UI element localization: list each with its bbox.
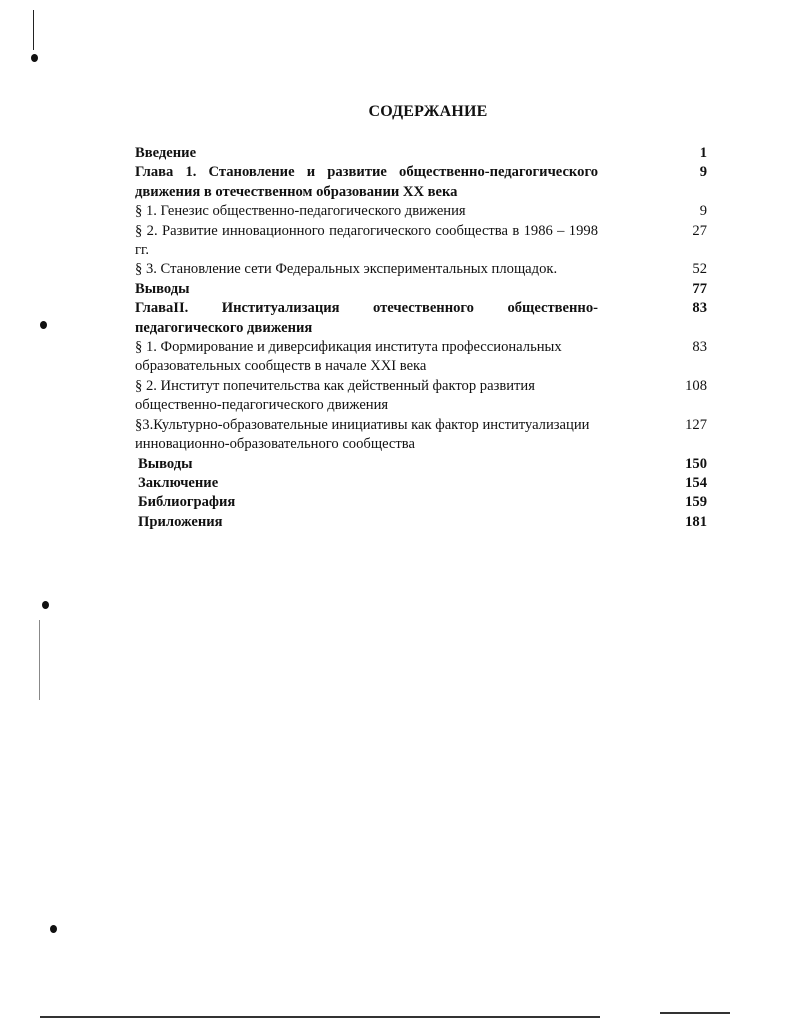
scan-bottom-line-right — [660, 1012, 730, 1014]
toc-entry-title: §3.Культурно-образовательные инициативы как фактор институализации инновационно-образовательного сообщества — [135, 416, 590, 453]
scan-edge-line-left — [33, 10, 34, 50]
toc-entry-title: Библиография — [138, 494, 236, 511]
binder-hole-mark — [40, 321, 47, 329]
toc-entry[interactable] — [135, 338, 707, 377]
toc-entry-title: § 2. Развитие инновационного педагогического сообщества в 1986 – 1998 гг. — [135, 222, 598, 259]
toc-entry-page: 52 — [692, 261, 707, 278]
toc-entry[interactable] — [135, 455, 707, 474]
page-title: СОДЕРЖАНИЕ — [368, 103, 488, 120]
toc-entry[interactable] — [135, 144, 707, 163]
toc-entry[interactable] — [135, 299, 707, 338]
toc-entry-title: § 1. Формирование и диверсификация института профессиональных образовательных сообществ в начале XXI века — [135, 339, 562, 375]
toc-entry-title: Выводы — [135, 280, 190, 297]
scan-bottom-line — [40, 1016, 600, 1018]
toc-entry-title: § 2. Институт попечительства как действенный фактор развития общественно-педагогического движения — [135, 377, 535, 414]
toc-entry-page: 181 — [685, 513, 707, 530]
binder-hole-mark — [31, 54, 38, 62]
toc-entry[interactable] — [135, 416, 707, 455]
toc-entry-title: Введение — [135, 145, 197, 161]
toc-entry-title: ГлаваII. Институализация отечественного общественно-педагогического движения — [135, 300, 598, 336]
toc-entry-page: 150 — [685, 455, 707, 472]
toc-entry[interactable] — [135, 260, 707, 279]
toc-entry[interactable] — [135, 202, 707, 221]
toc-entry-title: Заключение — [138, 474, 219, 491]
toc-entry-page: 27 — [692, 222, 707, 239]
toc-entry[interactable] — [135, 377, 707, 416]
toc-entry-page: 159 — [685, 494, 707, 511]
toc-entry[interactable] — [135, 513, 707, 532]
toc-entry-page: 154 — [685, 474, 707, 491]
toc-entry-page: 108 — [685, 377, 707, 394]
binder-hole-mark — [50, 925, 57, 933]
toc-entry-page: 9 — [699, 164, 707, 181]
toc-entry[interactable] — [135, 474, 707, 493]
toc-entry[interactable] — [135, 493, 707, 512]
toc-entry[interactable] — [135, 222, 707, 261]
binder-hole-mark — [42, 601, 49, 609]
toc-entry-title: § 3. Становление сети Федеральных экспериментальных площадок. — [135, 261, 558, 278]
toc-entry-title: Выводы — [138, 455, 193, 472]
toc-entry[interactable] — [135, 280, 707, 299]
toc-entry-page: 83 — [692, 339, 707, 356]
table-of-contents — [135, 144, 707, 532]
toc-entry-page: 83 — [692, 300, 707, 317]
toc-entry-title: § 1. Генезис общественно-педагогического движения — [135, 203, 466, 220]
toc-entry-page: 1 — [699, 145, 707, 161]
toc-entry-title: Приложения — [138, 513, 223, 530]
toc-entry-page: 127 — [685, 416, 707, 433]
toc-entry-title: Глава 1. Становление и развитие общественно-педагогического движения в отечественном образовании XX века — [135, 164, 598, 200]
scan-edge-line-left-lower — [39, 620, 40, 700]
toc-entry-page: 9 — [699, 203, 707, 220]
toc-entry[interactable] — [135, 163, 707, 202]
toc-entry-page: 77 — [692, 280, 707, 297]
